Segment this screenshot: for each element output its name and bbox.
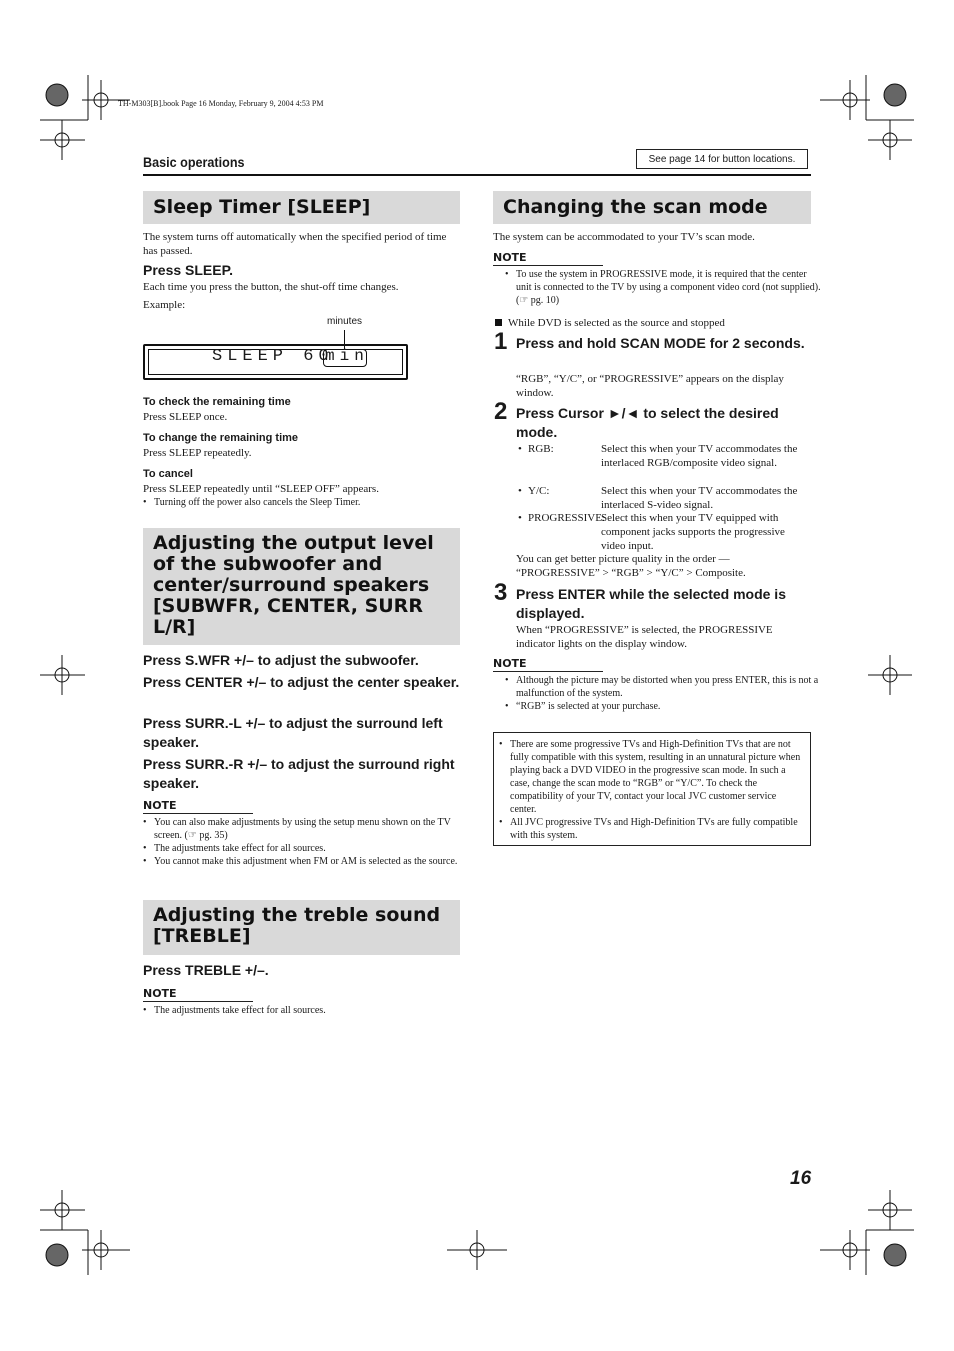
output-note-label: NOTE	[143, 799, 253, 814]
header-rule	[143, 174, 811, 176]
scan-note2-label: NOTE	[493, 657, 603, 672]
book-info: TH-M303[B].book Page 16 Monday, February 9, 2004 4:53 PM	[118, 99, 324, 108]
list-item: • There are some progressive TVs and High-Definition TVs that are not fully compatible with this system, resulting in an unnatural picture when playing back a DVD VIDEO in the progressive scan mode. In such a case, change the scan mode to “RGB” or “Y/C”. To check the compatibility of your TV, contact your local JVC customer service center.	[510, 738, 802, 816]
step-3-text: When “PROGRESSIVE” is selected, the PROGRESSIVE indicator lights on the display window.	[516, 624, 773, 650]
see-page-note: See page 14 for button locations.	[636, 149, 808, 169]
cancel-bullets	[142, 496, 472, 509]
step-3-title: Press ENTER while the selected mode is displayed.	[516, 586, 786, 621]
treble-notes	[142, 1004, 472, 1017]
list-item: • Although the picture may be distorted when you press ENTER, this is not a malfunction of the system.	[516, 674, 822, 700]
list-item: • You can also make adjustments by using the setup menu shown on the TV screen. (☞ pg. 35)	[154, 816, 472, 842]
check-title: To check the remaining time	[143, 396, 291, 408]
list-item: • Turning off the power also cancels the Sleep Timer.	[154, 496, 472, 509]
list-item: • The adjustments take effect for all sources.	[154, 1004, 472, 1017]
list-item: • All JVC progressive TVs and High-Definition TVs are fully compatible with this system.	[510, 816, 802, 842]
check-text: Press SLEEP once.	[143, 411, 228, 423]
change-title: To change the remaining time	[143, 432, 299, 444]
step-2-title: Press Cursor ►/◄ to select the desired mode.	[516, 405, 779, 440]
minutes-label: minutes	[327, 316, 363, 327]
sleep-example: Example:	[143, 299, 186, 311]
step-2-number: 2	[494, 398, 508, 425]
list-item: • The adjustments take effect for all sources.	[154, 842, 472, 855]
scan-intro: The system can be accommodated to your TV’s scan mode.	[493, 231, 755, 243]
treble-heading: Adjusting the treble sound [TREBLE]	[143, 900, 460, 955]
scan-notes	[504, 268, 822, 307]
scan-condition: While DVD is selected as the source and stopped	[508, 317, 725, 329]
scan-options	[516, 442, 811, 553]
compatibility-notes	[510, 738, 802, 842]
condition-square-icon	[495, 319, 502, 326]
output-step-4: Press SURR.-R +/– to adjust the surround right speaker.	[143, 756, 455, 791]
output-step-2: Press CENTER +/– to adjust the center speaker.	[143, 674, 460, 690]
scan-notes2	[504, 674, 822, 713]
sleep-press: Press SLEEP.	[143, 262, 234, 278]
step-3-number: 3	[494, 579, 508, 606]
step-1-title: Press and hold SCAN MODE for 2 seconds.	[516, 335, 805, 351]
list-item: • “RGB” is selected at your purchase.	[516, 700, 822, 713]
list-item: • Y/C: Select this when your TV accommodates the interlaced S-video signal.	[516, 484, 811, 511]
output-heading: Adjusting the output level of the subwoofer and center/surround speakers [SUBWFR, CENTER, SURR L/R]	[143, 528, 460, 645]
treble-press: Press TREBLE +/–.	[143, 962, 269, 978]
output-step-3: Press SURR.-L +/– to adjust the surround left speaker.	[143, 715, 443, 750]
scan-heading: Changing the scan mode	[493, 191, 811, 224]
list-item: • PROGRESSIVE: Select this when your TV equipped with component jacks supports the progressive video input.	[516, 511, 811, 553]
output-step-1: Press S.WFR +/– to adjust the subwoofer.	[143, 652, 419, 668]
list-item: • RGB: Select this when your TV accommodates the interlaced RGB/composite video signal.	[516, 442, 811, 484]
list-item: • You cannot make this adjustment when FM or AM is selected as the source.	[154, 855, 472, 868]
step-1-text: “RGB”, “Y/C”, or “PROGRESSIVE” appears on the display window.	[516, 373, 784, 399]
output-notes	[142, 816, 472, 868]
change-text: Press SLEEP repeatedly.	[143, 447, 252, 459]
cancel-text: Press SLEEP repeatedly until “SLEEP OFF” appears.	[143, 483, 379, 495]
section-title: Basic operations	[143, 154, 245, 170]
sleep-display-text: SLEEP 60	[212, 347, 334, 366]
page-number: 16	[790, 1168, 812, 1189]
sleep-intro: The system turns off automatically when the specified period of time has passed.	[143, 231, 447, 257]
cancel-title: To cancel	[143, 468, 193, 480]
step-2-text: You can get better picture quality in the order — “PROGRESSIVE” > “RGB” > “Y/C” > Composite.	[516, 553, 746, 579]
sleep-heading: Sleep Timer [SLEEP]	[143, 191, 460, 224]
compatibility-box	[493, 732, 811, 846]
sleep-desc: Each time you press the button, the shut-off time changes.	[143, 281, 399, 293]
sleep-display-unit: min	[325, 347, 369, 365]
scan-note-label: NOTE	[493, 251, 603, 266]
list-item: • To use the system in PROGRESSIVE mode, it is required that the center unit is connected to the TV by using a component video cord (not supplied). (☞ pg. 10)	[516, 268, 822, 307]
treble-note-label: NOTE	[143, 987, 253, 1002]
step-1-number: 1	[494, 328, 508, 355]
